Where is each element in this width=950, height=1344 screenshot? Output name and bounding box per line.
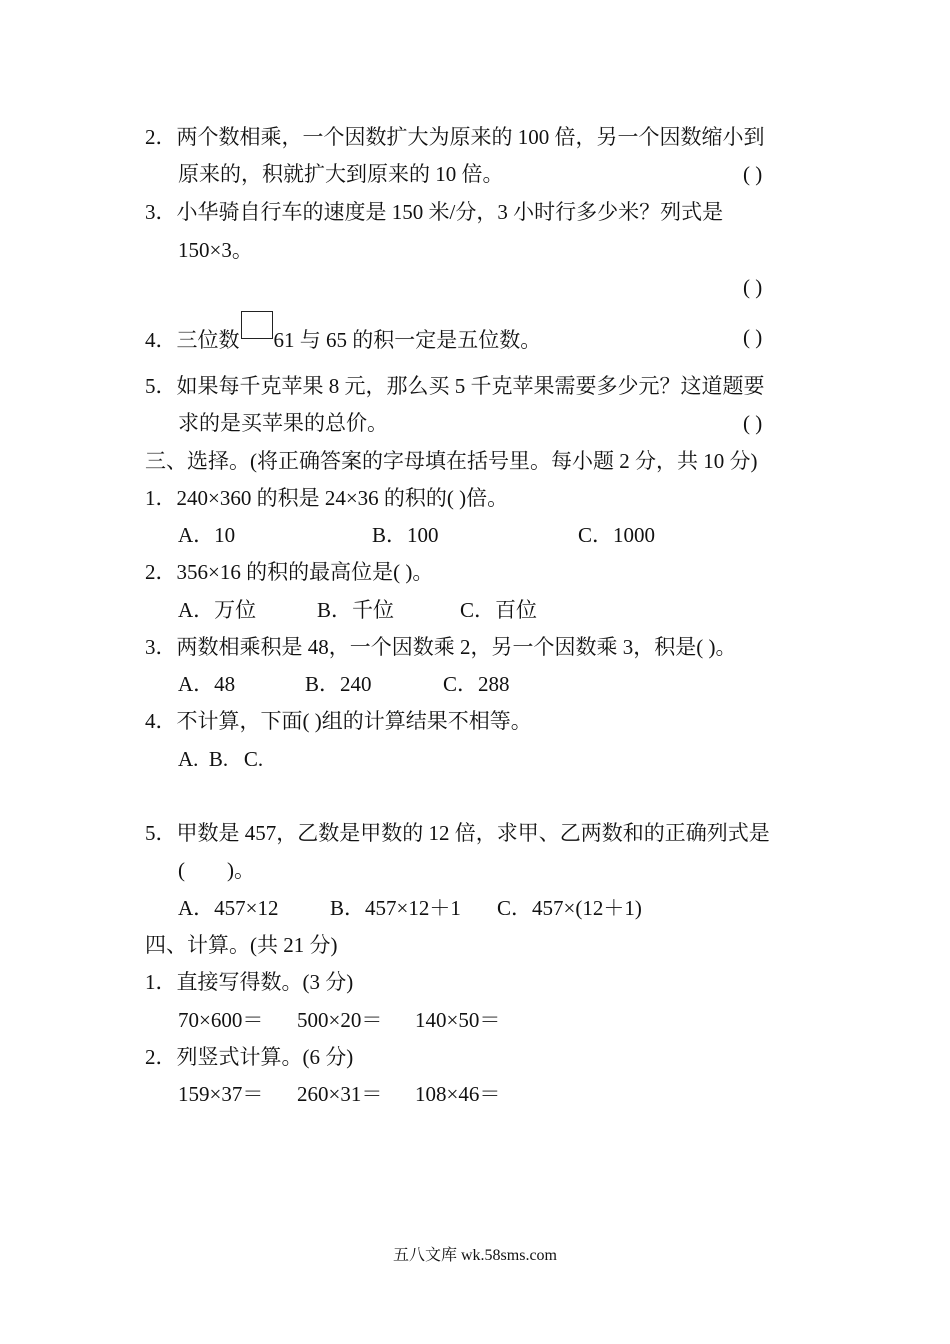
calc-q2-item: 260×31＝ bbox=[297, 1082, 383, 1106]
section-heading-calc: 四、计算。(共 21 分) bbox=[145, 933, 338, 957]
judge-q5-line1: 5．如果每千克苹果 8 元，那么买 5 千克苹果需要多少元？这道题要 bbox=[145, 374, 765, 398]
choice-q5-option-b[interactable]: B．457×12＋1 bbox=[330, 896, 461, 920]
calc-q1-item: 140×50＝ bbox=[415, 1008, 501, 1032]
choice-q5-option-c[interactable]: C．457×(12＋1) bbox=[497, 896, 642, 920]
blank-box[interactable] bbox=[241, 311, 273, 339]
choice-q2-option-b[interactable]: B．千位 bbox=[317, 598, 395, 622]
answer-paren[interactable]: ( ) bbox=[743, 162, 763, 186]
choice-q2-option-a[interactable]: A．万位 bbox=[178, 598, 257, 622]
answer-paren[interactable]: ( ) bbox=[743, 275, 763, 299]
choice-q5-option-a[interactable]: A．457×12 bbox=[178, 896, 279, 920]
answer-paren[interactable]: ( ) bbox=[743, 411, 763, 435]
judge-q2-line1: 2．两个数相乘，一个因数扩大为原来的 100 倍，另一个因数缩小到 bbox=[145, 125, 765, 149]
calc-q2-item: 108×46＝ bbox=[415, 1082, 501, 1106]
choice-q5-line2: ( )。 bbox=[178, 858, 255, 882]
choice-q5-line1: 5．甲数是 457，乙数是甲数的 12 倍，求甲、乙两数和的正确列式是 bbox=[145, 821, 770, 845]
judge-q2-line2: 原来的，积就扩大到原来的 10 倍。 bbox=[178, 162, 504, 186]
choice-q2-stem: 2．356×16 的积的最高位是( )。 bbox=[145, 560, 434, 584]
choice-q2-option-c[interactable]: C．百位 bbox=[460, 598, 538, 622]
choice-q4-stem: 4．不计算，下面( )组的计算结果不相等。 bbox=[145, 709, 532, 733]
judge-q4 bbox=[145, 323, 541, 354]
choice-q1-option-b[interactable]: B．100 bbox=[372, 523, 439, 547]
judge-q4-post: 61 与 65 的积一定是五位数。 bbox=[273, 328, 542, 352]
calc-q1-item: 500×20＝ bbox=[297, 1008, 383, 1032]
choice-q1-option-a[interactable]: A．10 bbox=[178, 523, 236, 547]
section-heading-choice: 三、选择。(将正确答案的字母填在括号里。每小题 2 分，共 10 分) bbox=[145, 449, 758, 473]
calc-q1-item: 70×600＝ bbox=[178, 1008, 264, 1032]
choice-q1-option-c[interactable]: C．1000 bbox=[578, 523, 656, 547]
judge-q3-line2: 150×3。 bbox=[178, 238, 253, 262]
choice-q1-stem: 1．240×360 的积是 24×36 的积的( )倍。 bbox=[145, 486, 509, 510]
footer-watermark: 五八文库 wk.58sms.com bbox=[392, 1247, 557, 1264]
answer-paren[interactable]: ( ) bbox=[743, 325, 763, 349]
choice-q3-option-b[interactable]: B．240 bbox=[305, 672, 372, 696]
calc-q2-title: 2．列竖式计算。(6 分) bbox=[145, 1045, 354, 1069]
choice-q3-stem: 3．两数相乘积是 48，一个因数乘 2，另一个因数乘 3，积是( )。 bbox=[145, 635, 737, 659]
judge-q5-line2: 求的是买苹果的总价。 bbox=[178, 411, 388, 435]
choice-q4-options[interactable]: A. B. C. bbox=[178, 747, 264, 771]
choice-q3-option-a[interactable]: A．48 bbox=[178, 672, 236, 696]
calc-q1-title: 1．直接写得数。(3 分) bbox=[145, 970, 354, 994]
judge-q4-pre: 4．三位数 bbox=[145, 328, 240, 352]
judge-q3-line1: 3．小华骑自行车的速度是 150 米/分，3 小时行多少米？列式是 bbox=[145, 200, 724, 224]
choice-q3-option-c[interactable]: C．288 bbox=[443, 672, 510, 696]
calc-q2-item: 159×37＝ bbox=[178, 1082, 264, 1106]
